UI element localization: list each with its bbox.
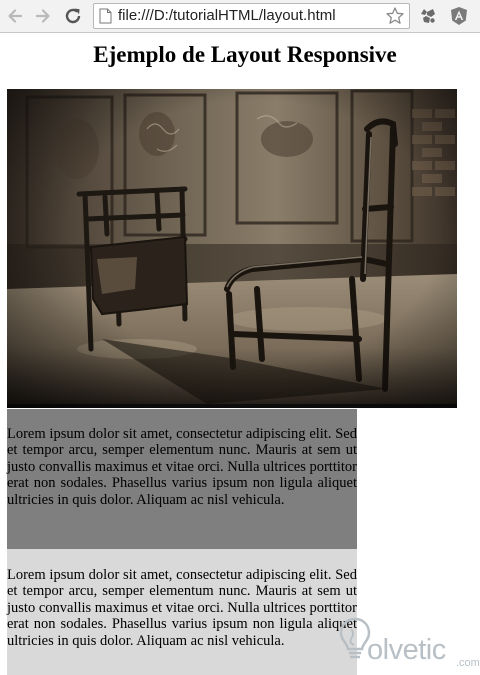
reload-icon — [62, 5, 84, 27]
paragraph-2: Lorem ipsum dolor sit amet, consectetur adipiscing elit. Sed et tempor arcu, semper elementum nunc. Mauris at sem ut justo convallis maximus et vitae orci. Nulla ultrices porttitor erat non sodales. Phasellus varius ipsum non ligula aliquet ultricies in quis dolor. Aliquam ac nisl vehicula. — [7, 567, 357, 649]
extension-button[interactable] — [418, 6, 438, 26]
watermark-brand: olvetic — [367, 634, 446, 666]
bookmark-star-icon[interactable] — [385, 6, 405, 26]
photo-icon — [7, 89, 457, 408]
watermark-suffix: .com — [456, 657, 480, 669]
page-icon — [99, 8, 112, 24]
solvetic-watermark — [337, 611, 480, 675]
reload-button[interactable] — [62, 5, 84, 27]
forward-arrow-icon — [32, 5, 54, 27]
page-title: Ejemplo de Layout Responsive — [93, 42, 397, 67]
back-arrow-icon — [4, 5, 26, 27]
back-button[interactable] — [4, 5, 26, 27]
forward-button[interactable] — [32, 5, 54, 27]
paragraph-1: Lorem ipsum dolor sit amet, consectetur adipiscing elit. Sed et tempor arcu, semper elementum nunc. Mauris at sem ut justo convallis maximus et vitae orci. Nulla ultrices porttitor erat non sodales. Phasellus varius ipsum non ligula aliquet ultricies in quis dolor. Aliquam ac nisl vehicula. — [7, 426, 357, 508]
text-block-1 — [7, 409, 357, 549]
address-bar[interactable] — [93, 3, 410, 29]
chairs-photo — [7, 89, 457, 408]
browser-toolbar — [0, 0, 480, 33]
text-block-2 — [7, 549, 357, 675]
extension-icon — [418, 6, 438, 26]
angular-icon — [449, 6, 469, 26]
url-text[interactable]: file:///D:/tutorialHTML/layout.html — [118, 7, 336, 24]
angular-extension-button[interactable] — [449, 6, 469, 26]
